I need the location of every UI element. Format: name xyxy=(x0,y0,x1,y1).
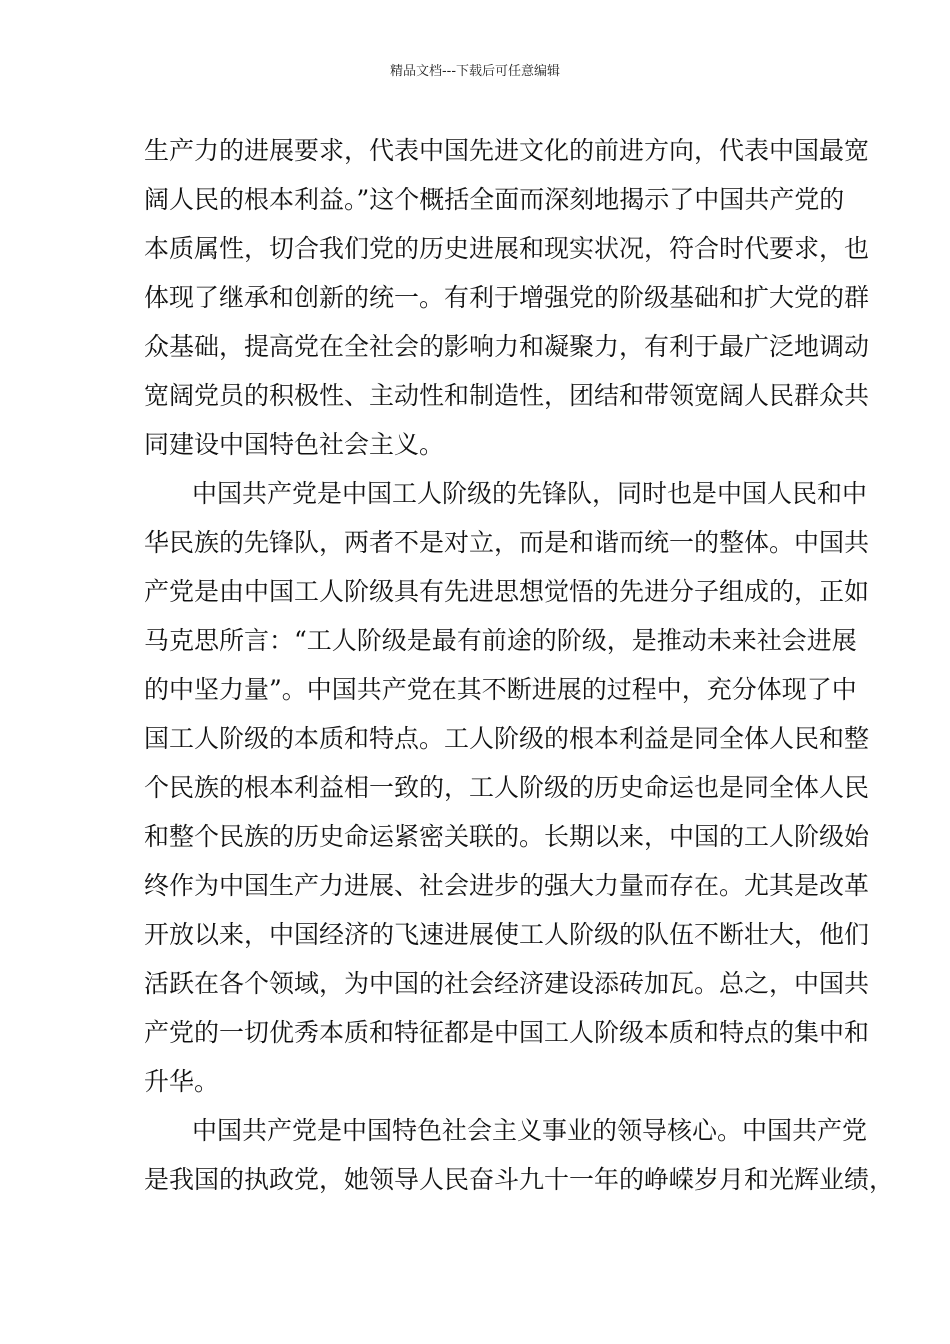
paragraph-1 xyxy=(144,126,870,469)
text-line: 国工人阶级的本质和特点。工人阶级的根本利益是同全体人民和整 xyxy=(144,724,870,753)
text-line: 的中坚力量”。中国共产党在其不断进展的过程中，充分体现了中 xyxy=(144,675,857,704)
text-line: 阔人民的根本利益。”这个概括全面而深刻地揭示了中国共产党的 xyxy=(144,185,845,214)
text-line: 和整个民族的历史命运紧密关联的。长期以来，中国的工人阶级始 xyxy=(144,822,870,851)
text-line: 中国共产党是中国特色社会主义事业的领导核心。中国共产党 xyxy=(192,1116,868,1145)
text-line: 中国共产党是中国工人阶级的先锋队，同时也是中国人民和中 xyxy=(192,479,868,508)
text-line: 众基础，提高党在全社会的影响力和凝聚力，有利于最广泛地调动 xyxy=(144,332,870,361)
text-line: 终作为中国生产力进展、社会进步的强大力量而存在。尤其是改革 xyxy=(144,871,870,900)
text-line: 产党是由中国工人阶级具有先进思想觉悟的先进分子组成的，正如 xyxy=(144,577,870,606)
document-body xyxy=(144,126,895,1204)
text-line: 马克思所言：“工人阶级是最有前途的阶级，是推动未来社会进展 xyxy=(144,626,857,655)
page-header: 精品文档---下载后可任意编辑 xyxy=(389,64,561,79)
text-line: 开放以来，中国经济的飞速进展使工人阶级的队伍不断壮大，他们 xyxy=(144,920,870,949)
text-line: 本质属性，切合我们党的历史进展和现实状况，符合时代要求，也 xyxy=(144,234,870,263)
paragraph-3 xyxy=(144,1106,895,1204)
text-line: 体现了继承和创新的统一。有利于增强党的阶级基础和扩大党的群 xyxy=(144,283,870,312)
text-line: 生产力的进展要求，代表中国先进文化的前进方向，代表中国最宽 xyxy=(144,136,870,165)
text-line: 华民族的先锋队，两者不是对立，而是和谐而统一的整体。中国共 xyxy=(144,528,870,557)
text-line: 是我国的执政党，她领导人民奋斗九十一年的峥嵘岁月和光辉业绩， xyxy=(144,1165,895,1194)
text-line: 活跃在各个领域，为中国的社会经济建设添砖加瓦。总之，中国共 xyxy=(144,969,870,998)
text-line: 升华。 xyxy=(144,1067,220,1096)
text-line: 同建设中国特色社会主义。 xyxy=(144,430,445,459)
text-line: 个民族的根本利益相一致的，工人阶级的历史命运也是同全体人民 xyxy=(144,773,870,802)
paragraph-2 xyxy=(144,469,870,1106)
text-line: 产党的一切优秀本质和特征都是中国工人阶级本质和特点的集中和 xyxy=(144,1018,870,1047)
text-line: 宽阔党员的积极性、主动性和制造性，团结和带领宽阔人民群众共 xyxy=(144,381,870,410)
